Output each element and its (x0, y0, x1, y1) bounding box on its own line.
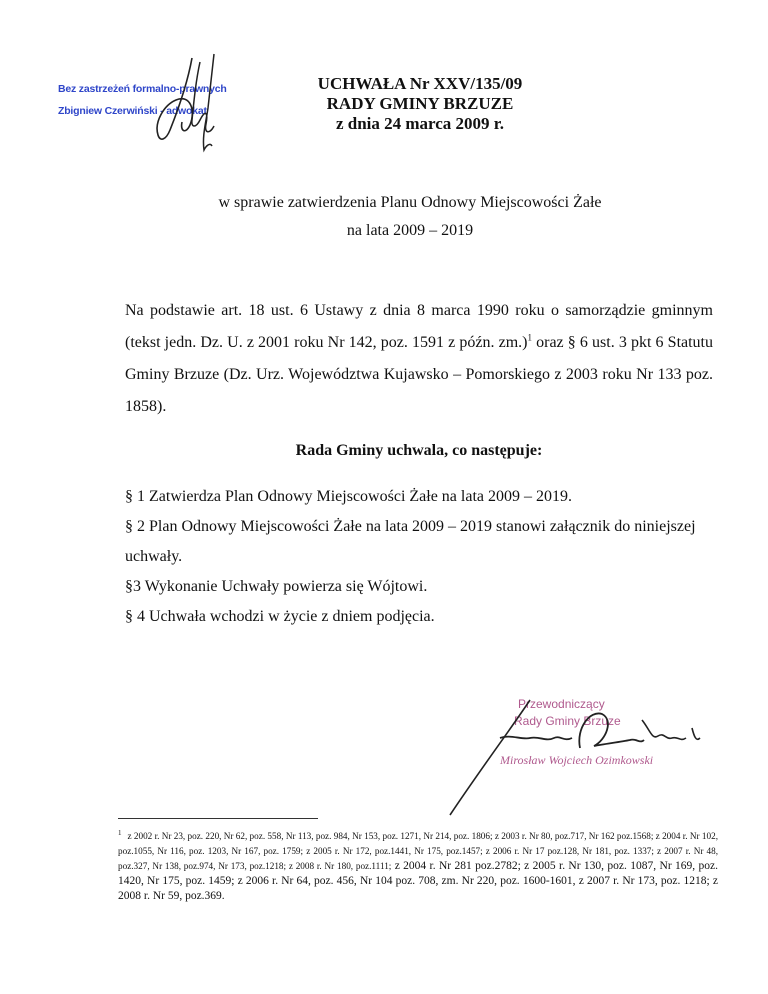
paragraph-2: § 2 Plan Odnowy Miejscowości Żałe na lata 2009 – 2019 stanowi załącznik do niniejszej uchwały. (125, 518, 696, 565)
footnote-text-small: z 2002 r. Nr 23, poz. 220, Nr 62, poz. 558, Nr 113, poz. 984, Nr 153, poz. 1271, Nr 214, poz. 1806; z 2003 r. Nr 80, poz.717, Nr 162 poz.1568; z 2004 r. Nr 102, poz.1055, Nr 116, poz. 1203, Nr 167, poz. 1759; z 2005 r. Nr 172, poz.1441, Nr 175, poz.1457; z 2006 r. Nr 17 poz.128, Nr 181, poz. 1337; z 2007 r. Nr 48, poz.327, Nr 138, poz.974, Nr 173, poz.1218; z 2008 r. Nr 180, poz.1111; (118, 831, 718, 872)
approval-stamp-line2: Zbigniew Czerwiński - adwokat (58, 105, 207, 117)
footnote-text-large: z 2004 r. Nr 281 poz.2782; z 2005 r. Nr 130, poz. 1087, Nr 169, poz. 1420, Nr 175, poz. 1459; z 2006 r. Nr 64, poz. 456, Nr 104 poz. 708, zm. Nr 220, poz. 1600-1601, z 2007 r. Nr 173, poz. 1218; z 2008 r. Nr 59, poz.369. (118, 860, 718, 903)
legal-basis (125, 295, 713, 423)
subject-line1: w sprawie zatwierdzenia Planu Odnowy Miejscowości Żałe (218, 194, 602, 211)
legal-basis-text2: oraz § 6 ust. 3 pkt 6 Statutu Gminy Brzuze (Dz. Urz. Województwa Kujawsko – Pomorskiego z 2003 roku Nr 133 poz. 1858). (125, 334, 714, 415)
title-number: UCHWAŁA Nr XXV/135/09 (317, 74, 523, 93)
title-date: z dnia 24 marca 2009 r. (335, 114, 505, 133)
paragraph-3: §3 Wykonanie Uchwały powierza się Wójtowi. (125, 578, 428, 595)
handwritten-signature-chairman (430, 680, 730, 820)
footnote-divider (118, 818, 318, 819)
paragraph-4: § 4 Uchwała wchodzi w życie z dniem podjęcia. (125, 608, 435, 625)
legal-basis-paragraph (125, 295, 713, 423)
handwritten-signature-top (130, 50, 250, 160)
chairman-stamp-name: Mirosław Wojciech Ozimkowski (500, 753, 654, 767)
footnote (118, 826, 718, 904)
resolution-paragraphs (125, 482, 713, 632)
resolves-heading: Rada Gminy uchwala, co następuje: (295, 442, 543, 459)
title-council: RADY GMINY BRZUZE (326, 94, 514, 113)
legal-basis-text1: Na podstawie art. 18 ust. 6 Ustawy z dnia 8 marca 1990 roku o samorządzie gminnym (tekst jedn. Dz. U. z 2001 roku Nr 142, poz. 1591 z późn. zm.) (125, 302, 713, 351)
resolution-subject (140, 189, 680, 245)
paragraph-1: § 1 Zatwierdza Plan Odnowy Miejscowości Żałe na lata 2009 – 2019. (125, 488, 572, 505)
resolution-title (250, 74, 590, 134)
footnote-marker: 1 (118, 829, 122, 837)
footnote-reference: 1 (527, 332, 532, 343)
chairman-stamp-line1: Przewodniczący (518, 697, 605, 711)
subject-line2: na lata 2009 – 2019 (346, 222, 474, 239)
approval-stamp-line1: Bez zastrzeżeń formalno-prawnych (58, 83, 227, 95)
chairman-stamp-line2: Rady Gminy Brzuze (514, 714, 621, 728)
